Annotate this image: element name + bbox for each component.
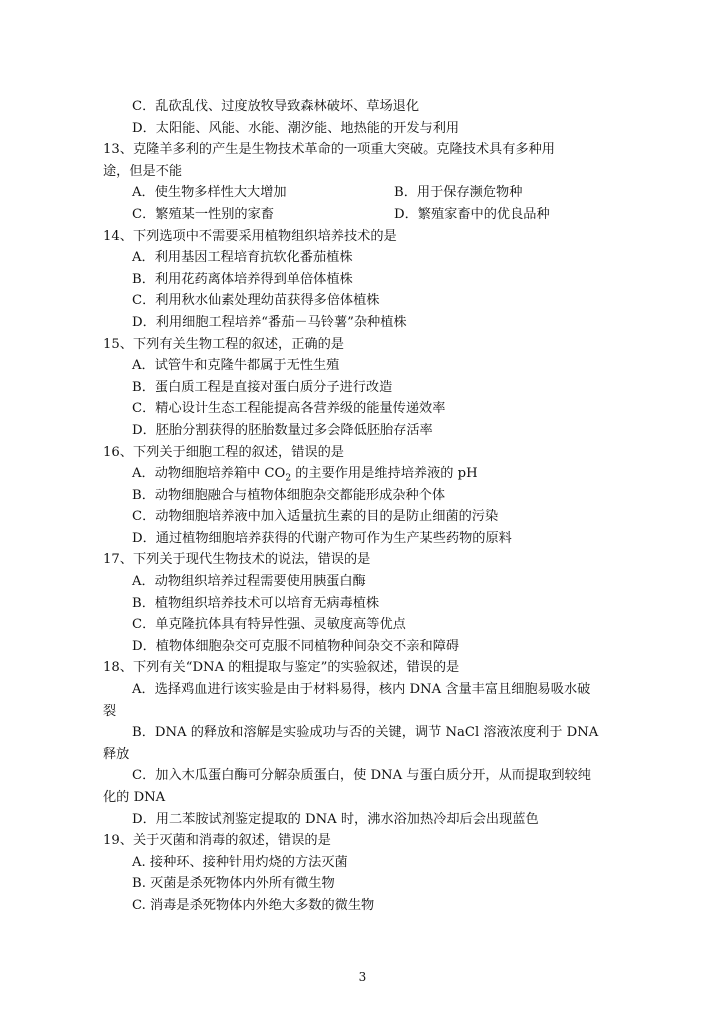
question-line: 19、关于灭菌和消毒的叙述，错误的是 (103, 833, 331, 849)
option-line: A．动物组织培养过程需要使用胰蛋白酶 (132, 574, 366, 590)
question-line: 14、下列选项中不需要采用植物组织培养技术的是 (103, 228, 397, 244)
option-line: D．植物体细胞杂交可克服不同植物种间杂交不亲和障碍 (132, 638, 460, 654)
option-row (103, 204, 643, 226)
option-line: B．蛋白质工程是直接对蛋白质分子进行改造 (132, 379, 393, 395)
option-line: A．选择鸡血进行该实验是由于材料易得，核内 DNA 含量丰富且细胞易吸水破 (132, 682, 591, 698)
option-line: A．试管牛和克隆牛都属于无性生殖 (132, 358, 340, 374)
question-line: 化的 DNA (103, 790, 166, 805)
option-text: A．使生物多样性大大增加 (132, 185, 287, 201)
option-text: A．动物细胞培养箱中 CO (132, 466, 286, 482)
option-text: D．繁殖家畜中的优良品种 (394, 206, 550, 222)
subscript: 2 (285, 473, 292, 484)
option-line: C．加入木瓜蛋白酶可分解杂质蛋白，使 DNA 与蛋白质分开，从而提取到较纯 (132, 768, 591, 784)
question-line: 15、下列有关生物工程的叙述，正确的是 (103, 336, 344, 352)
option-line: B．利用花药离体培养得到单倍体植株 (132, 271, 353, 287)
option-line: C．单克隆抗体具有特异性强、灵敏度高等优点 (132, 617, 406, 633)
option-line: C．利用秋水仙素处理幼苗获得多倍体植株 (132, 293, 380, 309)
option-line: D．利用细胞工程培养“番茄－马铃薯”杂种植株 (132, 314, 407, 330)
option-line: D．胚胎分割获得的胚胎数量过多会降低胚胎存活率 (132, 422, 433, 438)
option-line (103, 463, 643, 485)
question-line: 13、克隆羊多利的产生是生物技术革命的一项重大突破。克隆技术具有多种用 (103, 142, 555, 158)
option-line: B. 灭菌是杀死物体内外所有微生物 (132, 876, 335, 892)
question-line: 16、下列关于细胞工程的叙述，错误的是 (103, 444, 344, 460)
question-line: 释放 (103, 746, 130, 762)
option-line: B．植物组织培养技术可以培育无病毒植株 (132, 595, 380, 611)
option-line: D．用二苯胺试剂鉴定提取的 DNA 时，沸水浴加热冷却后会出现蓝色 (132, 811, 539, 827)
question-line: 途，但是不能 (103, 163, 183, 179)
option-line: C．动物细胞培养液中加入适量抗生素的目的是防止细菌的污染 (132, 509, 499, 525)
option-row (103, 182, 643, 204)
option-line: A. 接种环、接种针用灼烧的方法灭菌 (132, 854, 348, 870)
question-line: 裂 (103, 703, 117, 719)
page-number: 3 (358, 970, 367, 984)
option-line: C. 消毒是杀死物体内外绝大多数的微生物 (132, 897, 375, 913)
option-line: B．DNA 的释放和溶解是实验成功与否的关键，调节 NaCl 溶液浓度利于 DNA (132, 725, 599, 741)
option-text: 的主要作用是维持培养液的 pH (291, 466, 478, 482)
option-text: C．繁殖某一性别的家畜 (132, 206, 274, 222)
option-line: D．太阳能、风能、水能、潮汐能、地热能的开发与利用 (132, 120, 460, 136)
option-text: B．用于保存濒危物种 (394, 185, 523, 201)
option-line: B．动物细胞融合与植物体细胞杂交都能形成杂种个体 (132, 487, 446, 503)
question-text-block (103, 96, 643, 917)
question-line: 17、下列关于现代生物技术的说法，错误的是 (103, 552, 371, 568)
option-line: A．利用基因工程培育抗软化番茄植株 (132, 250, 353, 266)
option-line: C．乱砍乱伐、过度放牧导致森林破坏、草场退化 (132, 99, 420, 114)
question-line: 18、下列有关“DNA 的粗提取与鉴定”的实验叙述，错误的是 (103, 660, 460, 676)
option-line: C．精心设计生态工程能提高各营养级的能量传递效率 (132, 401, 446, 417)
option-line: D．通过植物细胞培养获得的代谢产物可作为生产某些药物的原料 (132, 530, 512, 546)
